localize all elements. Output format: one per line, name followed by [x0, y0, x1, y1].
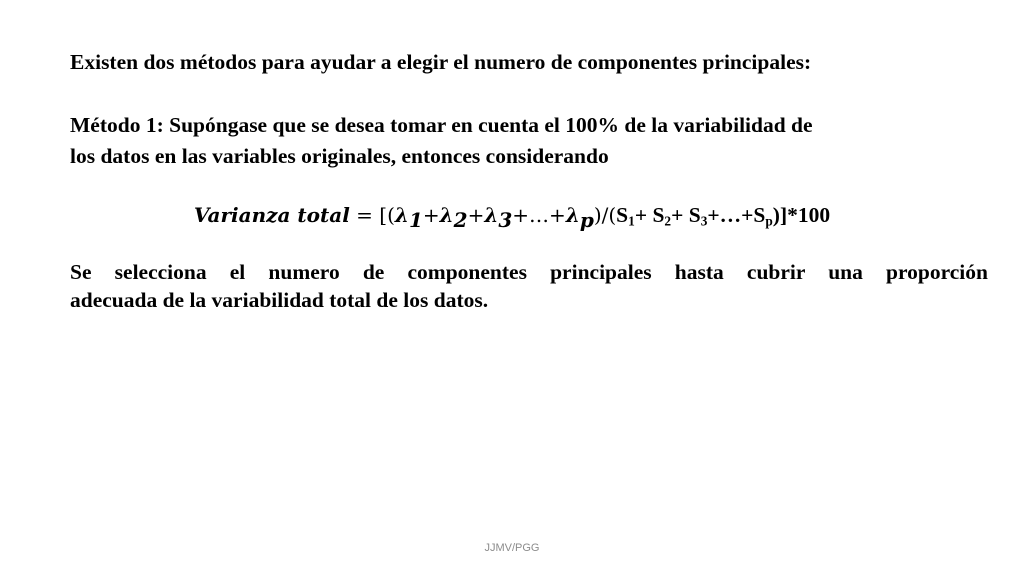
formula-divide: )/(: [593, 203, 617, 227]
variance-formula: [0, 200, 1024, 230]
formula-lhs: Varianza total: [193, 203, 350, 227]
method1-line2: los datos en las variables originales, entonces considerando: [70, 144, 609, 168]
formula-ellipsis-2: +…+: [707, 203, 754, 227]
lambda-p: λ: [565, 203, 580, 227]
lambda-p-subscript: p: [579, 208, 594, 232]
paragraph2-line2: adecuada de la variabilidad total de los datos.: [70, 288, 489, 312]
slide-heading: Existen dos métodos para ayudar a elegir el numero de componentes principales:: [70, 50, 812, 74]
formula-equals: =: [349, 203, 380, 227]
formula-plus-1: +: [422, 203, 440, 227]
lambda-1: λ: [394, 203, 409, 227]
s-1-subscript: 1: [628, 213, 635, 229]
paragraph2-line1: Se selecciona el numero de componentes principales hasta cubrir una proporción: [70, 260, 988, 284]
formula-tail: )]*100: [772, 203, 831, 227]
formula-open-bracket: [(: [379, 203, 395, 227]
s-3: S: [688, 203, 701, 227]
method1-line1: Método 1: Supóngase que se desea tomar en cuenta el 100% de la variabilidad de: [70, 113, 813, 137]
formula-plus-s2: +: [671, 203, 689, 227]
s-p: S: [753, 203, 766, 227]
slide-footer: JJMV/PGG: [484, 542, 540, 554]
lambda-1-subscript: 1: [408, 208, 423, 232]
formula-plus-s1: +: [634, 203, 653, 227]
formula-plus-2: +: [467, 203, 485, 227]
lambda-2: λ: [439, 203, 454, 227]
s-3-subscript: 3: [700, 213, 708, 229]
formula-ellipsis-1: +…+: [512, 203, 566, 227]
s-p-subscript: p: [765, 213, 773, 229]
lambda-3: λ: [484, 203, 499, 227]
lambda-2-subscript: 2: [453, 208, 468, 232]
selection-paragraph: [70, 258, 988, 314]
s-2-subscript: 2: [664, 213, 672, 229]
lambda-3-subscript: 3: [498, 208, 513, 232]
s-2: S: [652, 203, 665, 227]
s-1: S: [616, 203, 629, 227]
